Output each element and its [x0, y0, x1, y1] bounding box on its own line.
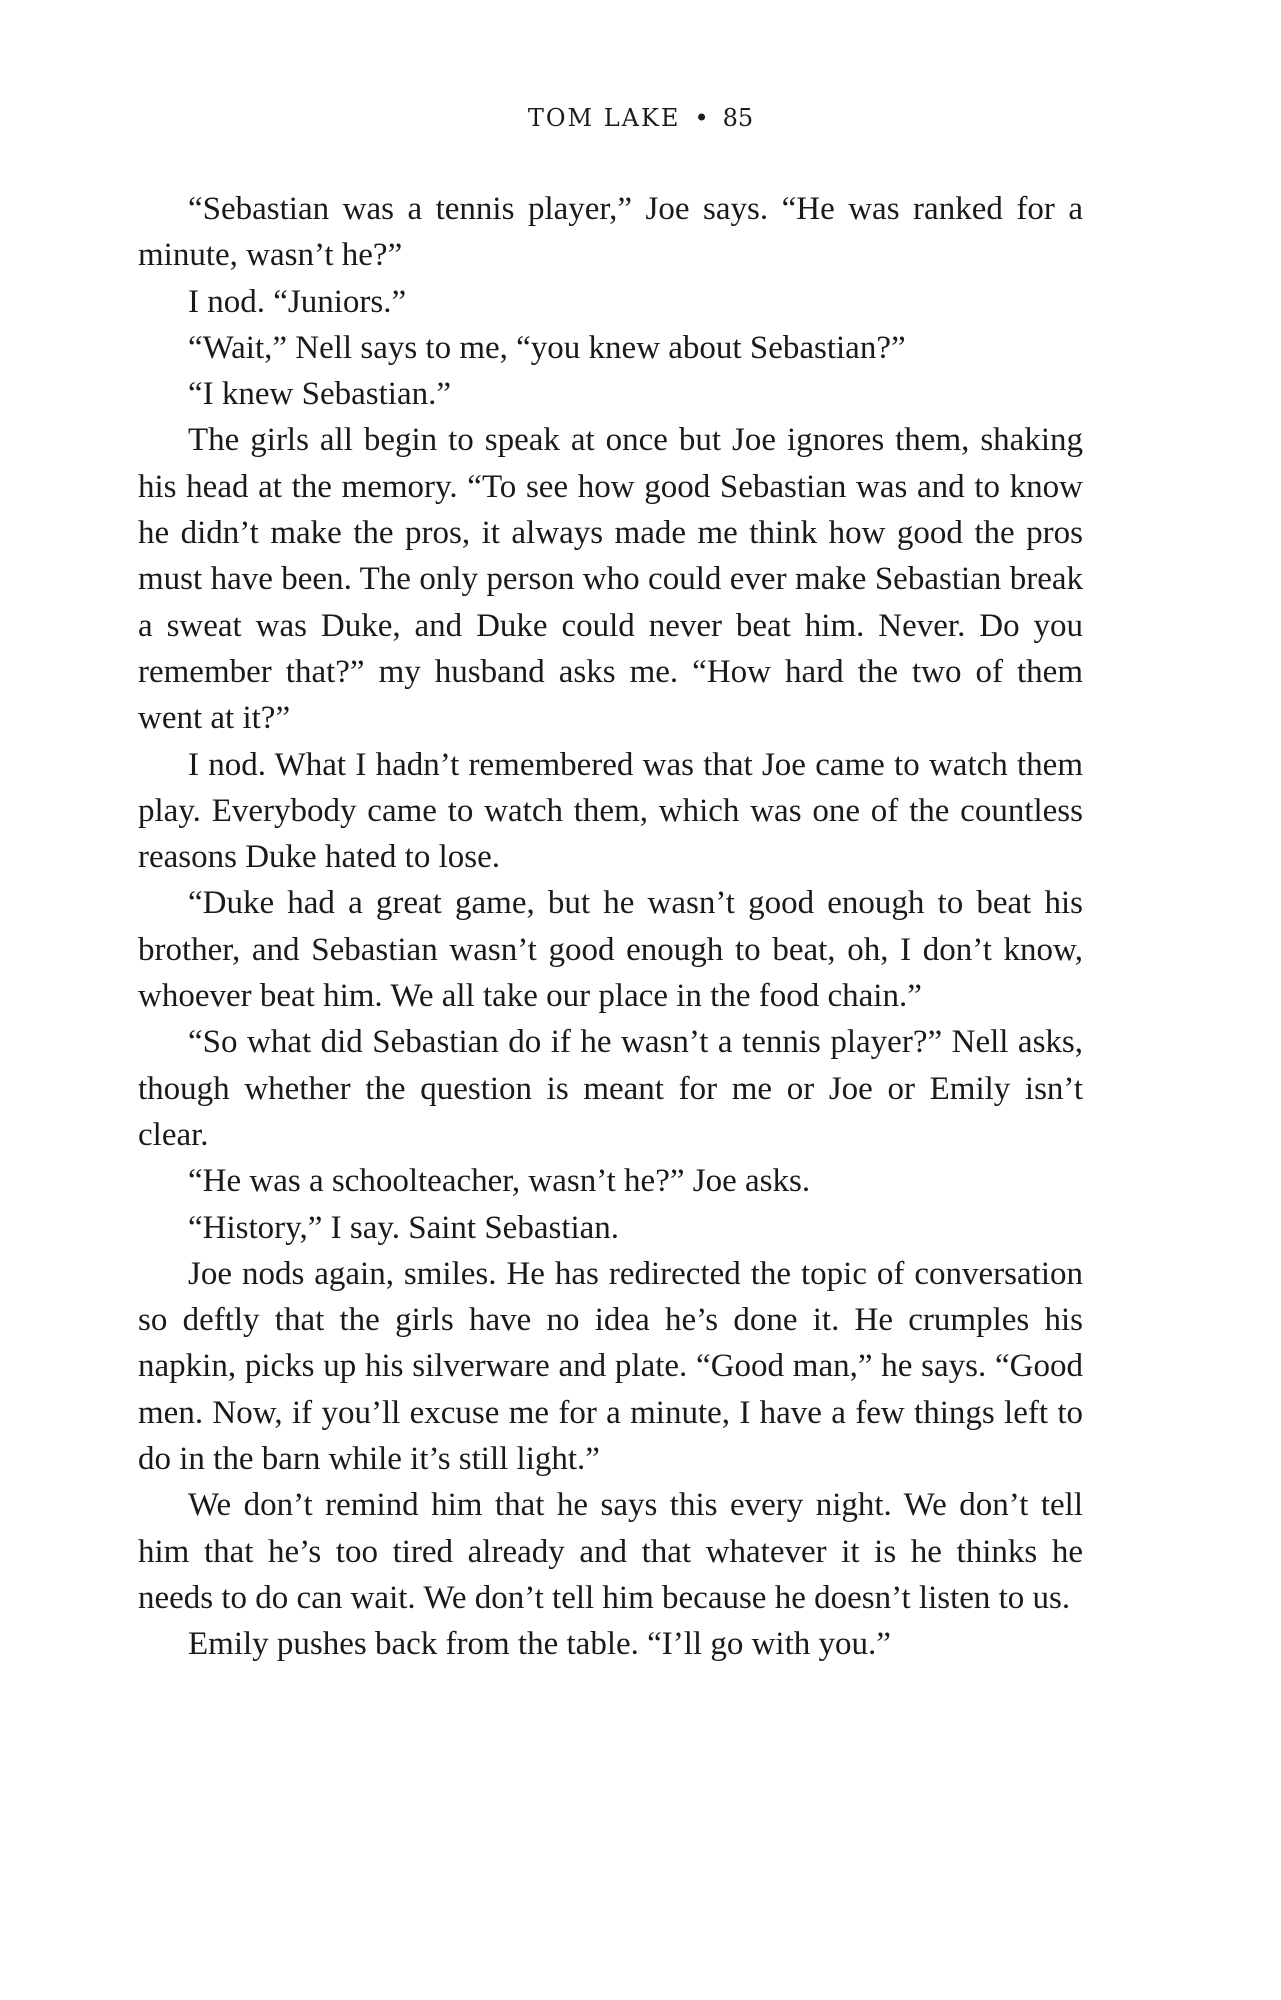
paragraph: “Sebastian was a tennis player,” Joe says. “He was ranked for a minute, wasn’t he?” [138, 191, 1083, 274]
running-head [0, 104, 1281, 132]
paragraph: I nod. What I hadn’t remembered was that Joe came to watch them play. Everybody came to watch them, which was one of the countless reasons Duke hated to lose. [138, 746, 1083, 876]
paragraph: “He was a schoolteacher, wasn’t he?” Joe asks. [188, 1163, 811, 1200]
body-text [138, 186, 1083, 1668]
paragraph: “Wait,” Nell says to me, “you knew about Sebastian?” [188, 329, 906, 366]
paragraph: Joe nods again, smiles. He has redirected the topic of conversation so deftly that the girls have no idea he’s done it. He crumples his napkin, picks up his silverware and plate. “Good man,” he says. “Good men. Now, if you’ll excuse me for a minute, I have a few things left to do in the barn while it’s still light.” [138, 1255, 1083, 1478]
paragraph: I nod. “Juniors.” [188, 283, 407, 320]
paragraph: “Duke had a great game, but he wasn’t good enough to beat his brother, and Sebastian wasn’t good enough to beat, oh, I don’t know, whoever beat him. We all take our place in the food chain.” [138, 885, 1083, 1015]
paragraph: “I knew Sebastian.” [188, 376, 451, 413]
page-number: 85 [722, 104, 754, 132]
paragraph: We don’t remind him that he says this every night. We don’t tell him that he’s too tired already and that whatever it is he thinks he needs to do can wait. We don’t tell him because he doesn’t listen to us. [138, 1487, 1083, 1616]
paragraph: “So what did Sebastian do if he wasn’t a tennis player?” Nell asks, though whether the question is meant for me or Joe or Emily isn’t clear. [138, 1024, 1083, 1153]
paragraph: “History,” I say. Saint Sebastian. [188, 1209, 620, 1246]
paragraph: Emily pushes back from the table. “I’ll go with you.” [188, 1626, 891, 1663]
paragraph: The girls all begin to speak at once but Joe ignores them, shaking his head at the memory. “To see how good Sebastian was and to know he didn’t make the pros, it always made me think how good the pros must have been. The only person who could ever make Sebastian break a sweat was Duke, and Duke could never beat him. Never. Do you remember that?” my husband asks me. “How hard the two of them went at it?” [138, 422, 1083, 737]
running-title: TOM LAKE [527, 104, 681, 132]
header-separator: • [694, 104, 709, 132]
